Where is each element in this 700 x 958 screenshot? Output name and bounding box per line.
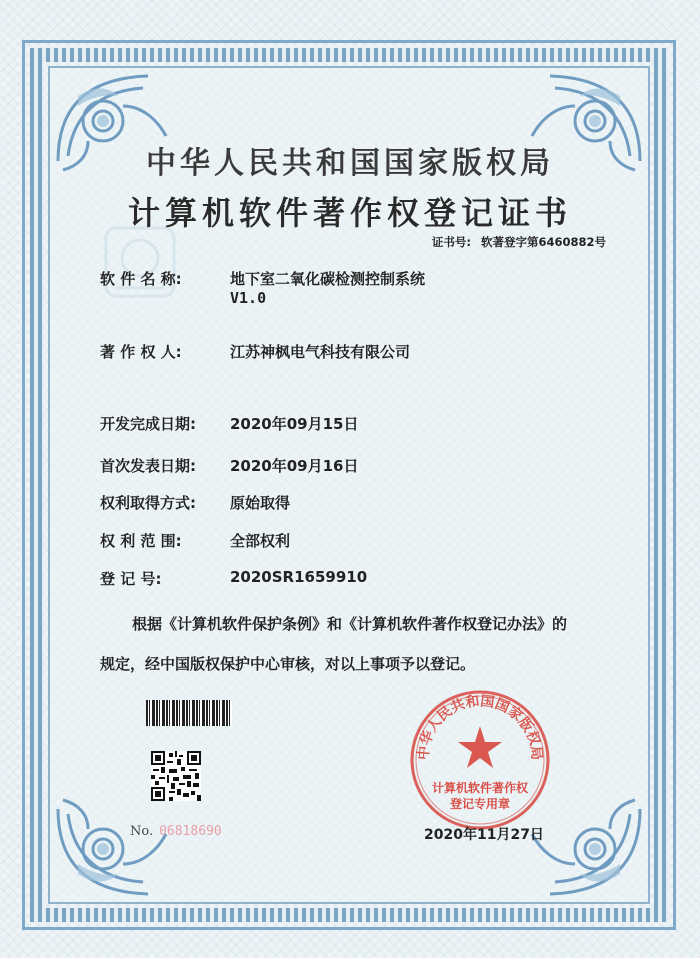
serial-number: [130, 824, 222, 839]
field-registration-number: [100, 568, 368, 589]
field-value: 2020SR1659910: [230, 568, 368, 586]
serial-prefix: No.: [130, 824, 154, 839]
certificate-title: 计算机软件著作权登记证书: [127, 194, 572, 232]
field-value: 地下室二氧化碳检测控制系统: [230, 270, 426, 288]
field-value: 2020年09月15日: [230, 415, 359, 433]
statement-line-1: 根据《计算机软件保护条例》和《计算机软件著作权登记办法》的: [132, 615, 568, 633]
barcode: [146, 700, 232, 726]
seal-line-1: 计算机软件著作权: [431, 781, 529, 795]
official-seal: [408, 688, 552, 832]
qr-code: [151, 751, 201, 801]
software-version: V1.0: [230, 289, 267, 307]
field-completion-date: [100, 413, 359, 434]
issue-date: 2020年11月27日: [424, 827, 544, 843]
field-value: 江苏神枫电气科技有限公司: [230, 343, 411, 361]
serial-value: 06818690: [159, 824, 222, 839]
seal-line-2: 登记专用章: [449, 797, 511, 811]
field-label: 权利取得方式:: [100, 494, 196, 512]
field-label: 开发完成日期:: [100, 415, 196, 433]
field-label: 软 件 名 称:: [100, 270, 182, 288]
certificate-number-value: 软著登字第6460882号: [480, 235, 606, 249]
field-rights-scope: [100, 530, 291, 551]
field-acquisition-method: [100, 492, 291, 513]
field-publish-date: [100, 455, 359, 476]
certificate-number-label: 证书号:: [431, 235, 471, 249]
field-value: 原始取得: [230, 494, 291, 512]
field-value: 全部权利: [230, 532, 291, 550]
seal-ring-text: 中华人民共和国国家版权局: [415, 693, 545, 761]
statement-line-2: 规定，经中国版权保护中心审核，对以上事项予以登记。: [100, 655, 476, 673]
field-copyright-owner: [100, 341, 411, 362]
watermark-emblem: [100, 222, 180, 302]
corner-ornament: [48, 794, 178, 904]
field-label: 首次发表日期:: [100, 457, 196, 475]
field-software-name: [100, 268, 426, 289]
issuer-title: 中华人民共和国国家版权局: [146, 146, 554, 181]
field-label: 登 记 号:: [100, 570, 162, 588]
field-value: 2020年09月16日: [230, 457, 359, 475]
certificate-number: [432, 234, 606, 250]
field-label: 著 作 权 人:: [100, 343, 182, 361]
field-label: 权 利 范 围:: [100, 532, 182, 550]
